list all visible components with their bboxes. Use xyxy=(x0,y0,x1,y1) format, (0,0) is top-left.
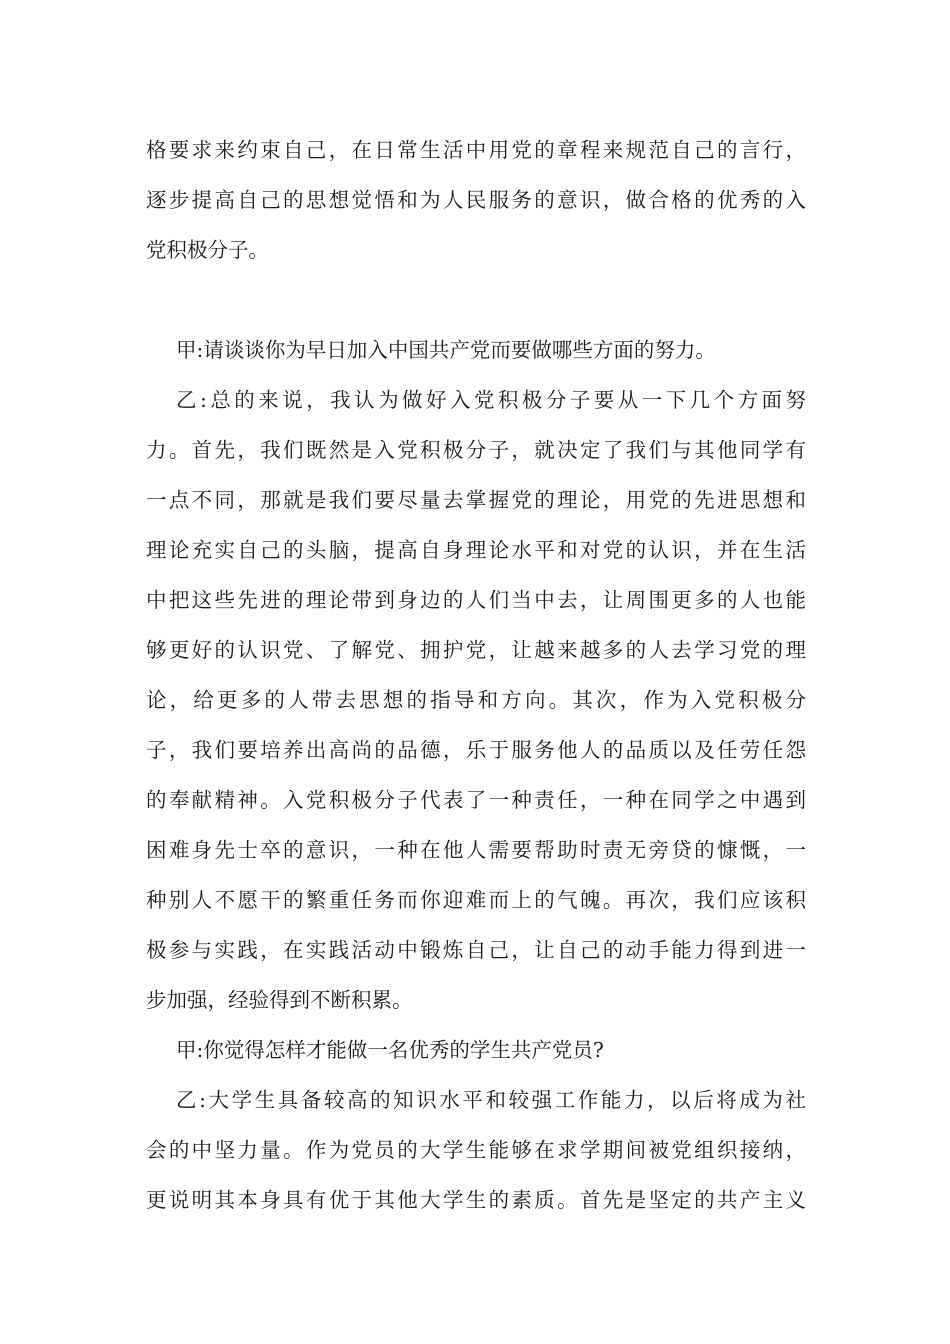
answer-line: 力。首先，我们既然是入党积极分子，就决定了我们与其他同学有 xyxy=(146,438,806,462)
answer-line: 论，给更多的人带去思想的指导和方向。其次，作为入党积极分 xyxy=(146,688,806,712)
question-line: 甲:你觉得怎样才能做一名优秀的学生共产党员? xyxy=(176,1038,604,1062)
answer-line: 极参与实践，在实践活动中锻炼自己，让自己的动手能力得到进一 xyxy=(146,938,806,962)
answer-line: 子，我们要培养出高尚的品德，乐于服务他人的品质以及任劳任怨 xyxy=(146,738,806,762)
answer-line: 理论充实自己的头脑，提高自身理论水平和对党的认识，并在生活 xyxy=(146,538,806,562)
paragraph-line: 逐步提高自己的思想觉悟和为人民服务的意识，做合格的优秀的入 xyxy=(146,188,806,212)
paragraph-line: 格要求来约束自己，在日常生活中用党的章程来规范自己的言行， xyxy=(146,138,806,162)
answer-line: 步加强，经验得到不断积累。 xyxy=(146,988,413,1012)
paragraph-line: 党积极分子。 xyxy=(146,238,269,262)
answer-line: 够更好的认识党、了解党、拥护党，让越来越多的人去学习党的理 xyxy=(146,638,806,662)
answer-line: 困难身先士卒的意识，一种在他人需要帮助时责无旁贷的慷慨，一 xyxy=(146,838,806,862)
answer-line: 种别人不愿干的繁重任务而你迎难而上的气魄。再次，我们应该积 xyxy=(146,888,806,912)
answer-line: 乙:大学生具备较高的知识水平和较强工作能力，以后将成为社 xyxy=(176,1088,806,1112)
answer-line: 一点不同，那就是我们要尽量去掌握党的理论，用党的先进思想和 xyxy=(146,488,806,512)
answer-line: 更说明其本身具有优于其他大学生的素质。首先是坚定的共产主义 xyxy=(146,1188,806,1212)
answer-line: 乙:总的来说，我认为做好入党积极分子要从一下几个方面努 xyxy=(176,388,806,412)
answer-line: 的奉献精神。入党积极分子代表了一种责任，一种在同学之中遇到 xyxy=(146,788,806,812)
answer-line: 会的中坚力量。作为党员的大学生能够在求学期间被党组织接纳， xyxy=(146,1138,806,1162)
question-line: 甲:请谈谈你为早日加入中国共产党而要做哪些方面的努力。 xyxy=(176,338,716,362)
answer-line: 中把这些先进的理论带到身边的人们当中去，让周围更多的人也能 xyxy=(146,588,806,612)
